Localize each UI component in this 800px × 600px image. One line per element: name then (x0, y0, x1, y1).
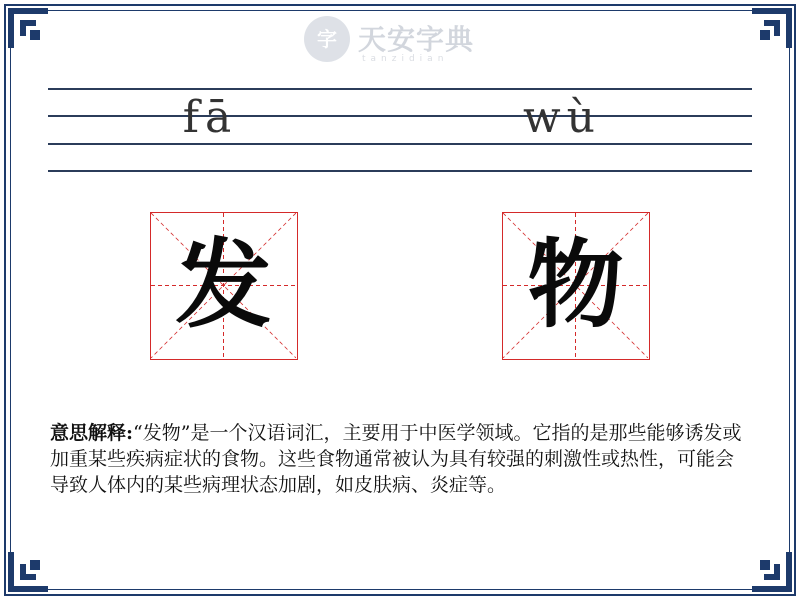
logo-emblem-text: 字 (317, 27, 337, 51)
corner-ornament-icon (750, 6, 794, 50)
character-wu: 物 (527, 229, 624, 341)
pinyin-line (48, 88, 752, 90)
pinyin-wu: wù (523, 92, 601, 143)
character-grid (502, 212, 650, 360)
logo-subtitle: tanzidian (362, 54, 449, 64)
pinyin-fa: fā (182, 92, 238, 143)
character-fa: 发 (175, 229, 272, 341)
pinyin-line (48, 170, 752, 172)
pinyin-line (48, 143, 752, 145)
corner-ornament-icon (750, 550, 794, 594)
site-logo (300, 12, 500, 70)
explanation-text: “发物”是一个汉语词汇，主要用于中医学领域。它指的是那些能够诱发或加重某些疾病症状的食物。这些食物通常被认为具有较强的刺激性或热性，可能会导致人体内的某些病理状态加剧，如皮肤病、炎症等。 (50, 422, 742, 496)
explanation (50, 420, 750, 498)
corner-ornament-icon (6, 6, 50, 50)
corner-ornament-icon (6, 550, 50, 594)
logo-emblem-icon (304, 16, 350, 62)
explanation-label: 意思解释: (50, 422, 134, 444)
character-grid (150, 212, 298, 360)
logo-name: 天安字典 (358, 23, 475, 56)
